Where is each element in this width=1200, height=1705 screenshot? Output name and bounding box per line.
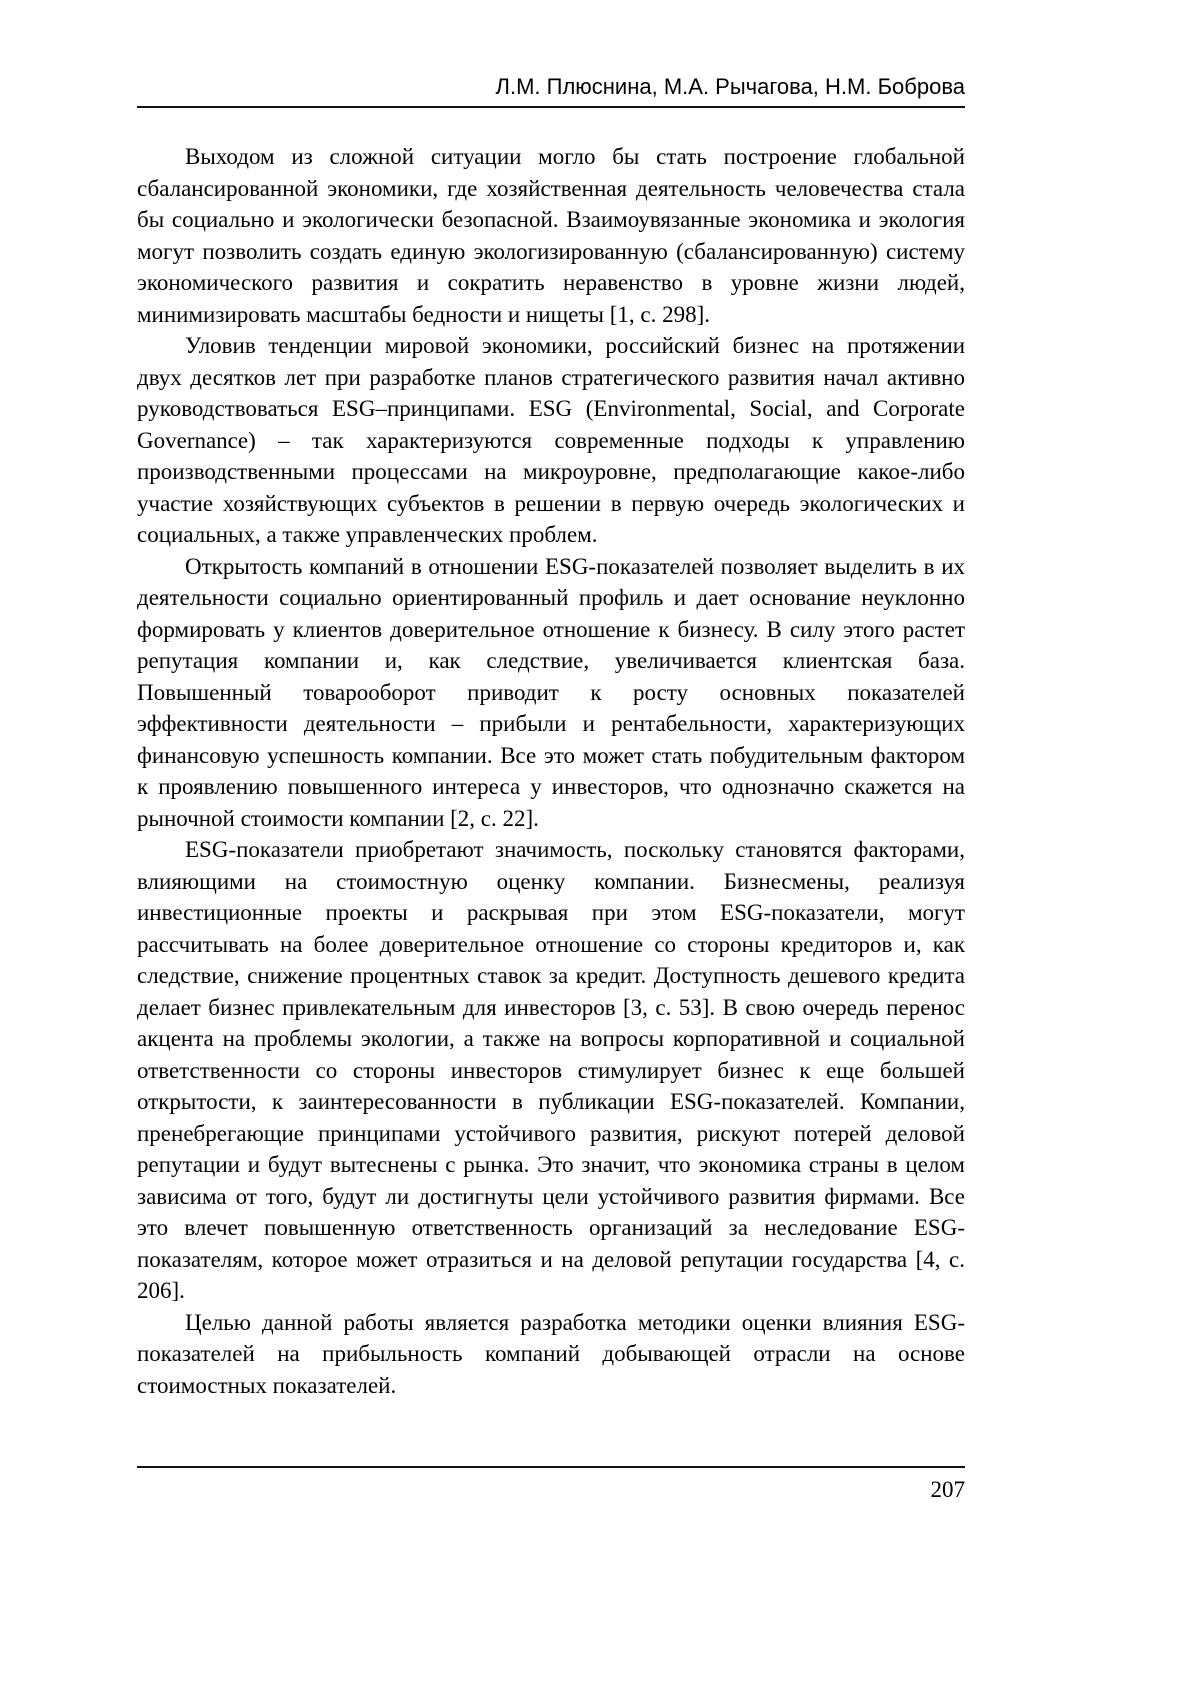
paragraph-4: ESG-показатели приобретают значимость, поскольку становятся факторами, влияющими на стоимостную оценку компании. Бизнесмены, реализуя инвестиционные проекты и раскрывая при этом ESG-показатели, могут рассчитывать на более доверительное отношение со стороны кредиторов и, как следствие, снижение процентных ставок за кредит. Доступность дешевого кредита делает бизнес привлекательным для инвесторов [3, с. 53]. В свою очередь перенос акцента на проблемы экологии, а также на вопросы корпоративной и социальной ответственности со стороны инвесторов стимулирует бизнес к еще большей открытости, к заинтересованности в публикации ESG-показателей. Компании, пренебрегающие принципами устойчивого развития, рискуют потерей деловой репутации и будут вытеснены с рынка. Это значит, что экономика страны в целом зависима от того, будут ли достигнуты цели устойчивого развития фирмами. Все это влечет повышенную ответственность организаций за неследование ESG-показателям, которое может отразиться и на деловой репутации государства [4, с. 206]. <box>137 837 965 1303</box>
paragraph-1: Выходом из сложной ситуации могло бы стать построение глобальной сбалансированной экономики, где хозяйственная деятельность человечества стала бы социально и экологически безопасной. Взаимоувязанные экономика и экология могут позволить создать единую экологизированную (сбалансированную) систему экономического развития и сократить неравенство в уровне жизни людей, минимизировать масштабы бедности и нищеты [1, с. 298]. <box>137 144 965 327</box>
paragraph-3: Открытость компаний в отношении ESG-показателей позволяет выделить в их деятельности социально ориентированный профиль и дает основание неуклонно формировать у клиентов доверительное отношение к бизнесу. В силу этого растет репутация компании и, как следствие, увеличивается клиентская база. Повышенный товарооборот приводит к росту основных показателей эффективности деятельности – прибыли и рентабельности, характеризующих финансовую успешность компании. Все это может стать побудительным фактором к проявлению повышенного интереса у инвесторов, что однозначно скажется на рыночной стоимости компании [2, с. 22]. <box>137 553 965 831</box>
header-rule <box>137 106 965 108</box>
article-body <box>137 141 965 1401</box>
page-number: 207 <box>930 1477 965 1502</box>
paragraph-5: Целью данной работы является разработка методики оценки влияния ESG-показателей на прибыльность компаний добывающей отрасли на основе стоимостных показателей. <box>137 1309 965 1398</box>
paragraph-2: Уловив тенденции мировой экономики, российский бизнес на протяжении двух десятков лет при разработке планов стратегического развития начал активно руководствоваться ESG–принципами. ESG (Environmental, Social, and Corporate Governance) – так характеризуются современные подходы к управлению производственными процессами на микроуровне, предполагающие какое-либо участие хозяйствующих субъектов в решении в первую очередь экологических и социальных, а также управленческих проблем. <box>137 333 965 547</box>
footer-rule <box>137 1466 965 1468</box>
running-head-authors: Л.М. Плюснина, М.А. Рычагова, Н.М. Боброва <box>495 74 965 99</box>
